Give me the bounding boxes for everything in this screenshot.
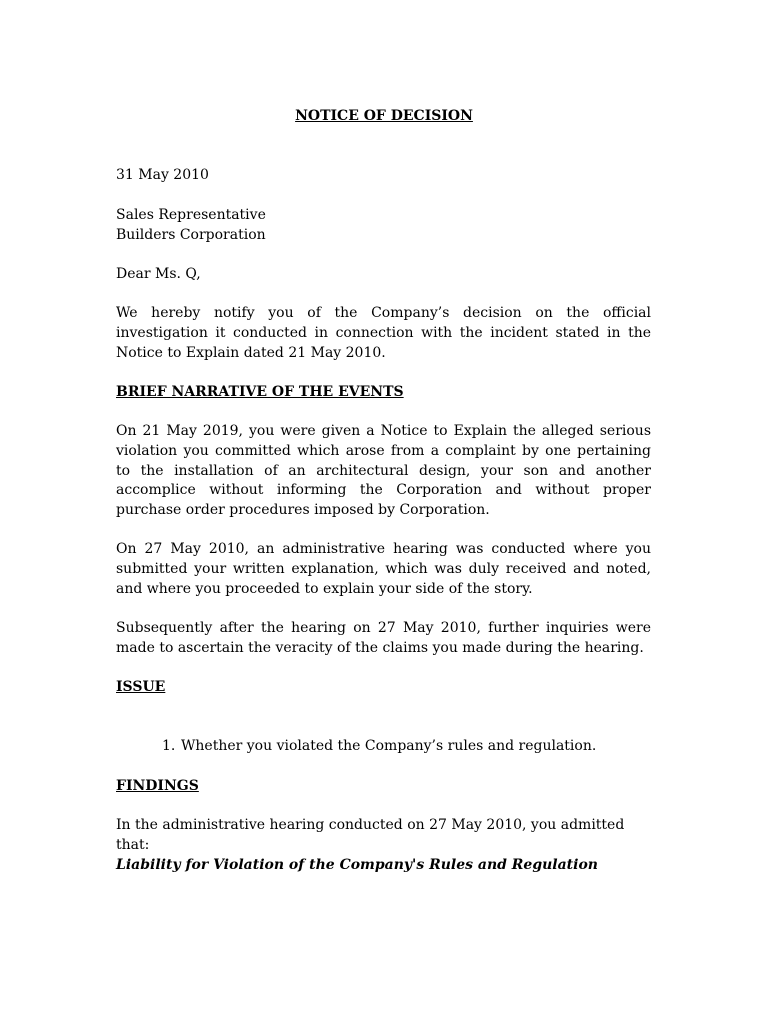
recipient-position: Sales Representative bbox=[116, 207, 266, 223]
narrative-paragraph-3: Subsequently after the hearing on 27 May 2010, further inquiries were made to ascertain the veracity of the claims you made during the hearing. bbox=[116, 620, 651, 656]
recipient-block bbox=[116, 206, 651, 246]
narrative-paragraph-2: On 27 May 2010, an administrative hearing was conducted where you submitted your written explanation, which was duly received and noted, and where you proceeded to explain your side of the story. bbox=[116, 541, 651, 597]
issue-item-number: 1. bbox=[162, 738, 176, 754]
issue-item-text: Whether you violated the Company’s rules and regulation. bbox=[181, 738, 597, 754]
narrative-paragraph-1: On 21 May 2019, you were given a Notice to Explain the alleged serious violation you committed which arose from a complaint by one pertaining to the installation of an architectural design, your son and another accomplice without informing the Corporation and without proper purchase order procedures imposed by Corporation. bbox=[116, 423, 651, 519]
letter-date: 31 May 2010 bbox=[116, 167, 209, 183]
findings-paragraph: In the administrative hearing conducted on 27 May 2010, you admitted that: bbox=[116, 817, 625, 853]
salutation: Dear Ms. Q, bbox=[116, 266, 201, 282]
issue-heading: ISSUE bbox=[116, 679, 166, 695]
narrative-heading: BRIEF NARRATIVE OF THE EVENTS bbox=[116, 384, 404, 400]
intro-paragraph: We hereby notify you of the Company’s decision on the official investigation it conducted in connection with the incident stated in the Notice to Explain dated 21 May 2010. bbox=[116, 305, 651, 361]
findings-heading: FINDINGS bbox=[116, 778, 199, 794]
document-title: NOTICE OF DECISION bbox=[295, 108, 473, 124]
recipient-company: Builders Corporation bbox=[116, 226, 266, 243]
liability-heading: Liability for Violation of the Company's Rules and Regulation bbox=[116, 857, 598, 873]
issue-list-item bbox=[162, 737, 596, 757]
